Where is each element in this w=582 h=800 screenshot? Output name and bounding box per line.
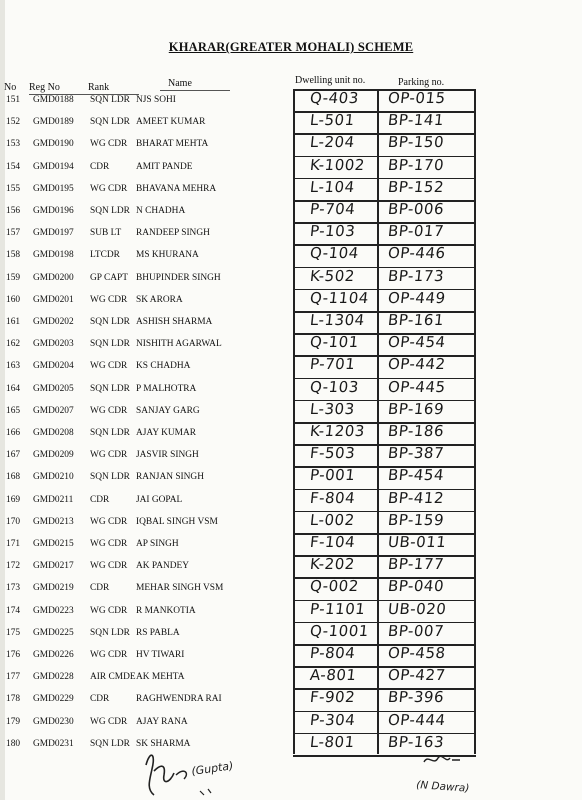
table-row [0, 444, 582, 466]
dwelling-unit: L-204 [309, 133, 356, 152]
registration-number: GMD0195 [33, 183, 74, 194]
row-number: 165 [6, 405, 21, 416]
member-name: BHUPINDER SINGH [136, 272, 221, 283]
rank: WG CDR [90, 405, 128, 416]
row-number: 153 [6, 139, 21, 150]
table-row [0, 244, 582, 266]
rank: LTCDR [90, 250, 120, 261]
page-title: KHARAR(GREATER MOHALI) SCHEME [168, 40, 414, 54]
row-number: 171 [6, 539, 21, 549]
row-number: 154 [6, 161, 21, 172]
dwelling-unit: F-503 [309, 444, 357, 463]
dwelling-unit: F-104 [309, 533, 357, 551]
parking-number: OP-442 [387, 355, 447, 374]
table-row [0, 489, 582, 511]
member-name: MS KHURANA [136, 250, 199, 261]
header-rank: Rank [88, 82, 110, 93]
member-name: BHAVANA MEHRA [136, 183, 217, 194]
registration-number: GMD0188 [33, 95, 74, 105]
row-number: 177 [6, 672, 21, 683]
parking-number: OP-445 [387, 377, 447, 396]
registration-number: GMD0194 [33, 161, 74, 172]
parking-number: BP-186 [387, 422, 446, 440]
registration-number: GMD0205 [33, 383, 74, 394]
registration-number: GMD0215 [33, 539, 74, 549]
dwelling-unit: P-1101 [309, 599, 367, 618]
parking-number: OP-458 [387, 644, 447, 662]
table-row [0, 178, 582, 200]
dwelling-unit: L-501 [309, 111, 356, 130]
rank: GP CAPT [90, 272, 128, 283]
rank: SQN LDR [90, 738, 130, 749]
table-row [0, 267, 582, 289]
rank: WG CDR [90, 716, 128, 727]
parking-number: BP-163 [387, 732, 446, 751]
rank: CDR [90, 694, 110, 705]
registration-number: GMD0201 [33, 294, 74, 305]
member-name: AP SINGH [136, 539, 179, 549]
member-name: RANDEEP SINGH [136, 228, 210, 239]
registration-number: GMD0223 [33, 605, 74, 616]
row-number: 169 [6, 494, 21, 505]
dwelling-unit: Q-1104 [309, 288, 370, 307]
member-name: SK ARORA [136, 294, 183, 305]
dwelling-unit: A-801 [309, 666, 358, 685]
right-signature [410, 750, 520, 798]
rank: SQN LDR [90, 627, 130, 638]
row-number: 174 [6, 605, 21, 616]
row-number: 159 [6, 272, 21, 283]
registration-number: GMD0196 [33, 206, 74, 216]
member-name: MEHAR SINGH VSM [136, 583, 224, 594]
registration-number: GMD0230 [33, 716, 74, 727]
registration-number: GMD0226 [33, 650, 74, 660]
rank: SQN LDR [90, 95, 130, 105]
registration-number: GMD0189 [33, 117, 74, 128]
registration-number: GMD0210 [33, 472, 74, 483]
table-row [0, 711, 582, 733]
table-row [0, 222, 582, 244]
dwelling-unit: P-001 [309, 466, 357, 485]
member-name: AMIT PANDE [136, 161, 193, 172]
registration-number: GMD0231 [33, 738, 74, 749]
row-number: 160 [6, 294, 21, 305]
parking-number: BP-387 [387, 444, 446, 463]
header-no: No [4, 82, 17, 93]
dwelling-unit: P-304 [309, 710, 357, 729]
registration-number: GMD0203 [33, 339, 74, 350]
table-row [0, 89, 582, 111]
row-number: 155 [6, 183, 21, 194]
dwelling-unit: K-502 [309, 266, 356, 285]
parking-number: BP-170 [387, 155, 446, 174]
row-number: 179 [6, 716, 21, 727]
registration-number: GMD0225 [33, 627, 74, 638]
registration-number: GMD0217 [33, 561, 74, 572]
registration-number: GMD0190 [33, 139, 74, 150]
dwelling-unit: Q-403 [309, 89, 360, 107]
row-number: 164 [6, 383, 21, 394]
row-number: 168 [6, 472, 21, 483]
parking-number: UB-011 [387, 533, 448, 551]
parking-number: BP-007 [387, 621, 446, 640]
row-number: 173 [6, 583, 21, 594]
parking-number: UB-020 [387, 599, 448, 618]
dwelling-unit: K-1002 [309, 155, 366, 174]
table-row [0, 577, 582, 599]
rank: SQN LDR [90, 339, 130, 350]
table-row [0, 156, 582, 178]
table-row [0, 466, 582, 488]
parking-number: BP-161 [387, 311, 446, 329]
registration-number: GMD0211 [33, 494, 74, 505]
table-row [0, 422, 582, 444]
dwelling-unit: Q-1001 [309, 621, 370, 640]
registration-number: GMD0197 [33, 228, 74, 239]
rank: SQN LDR [90, 383, 130, 394]
row-number: 178 [6, 694, 21, 705]
dwelling-unit: P-103 [309, 222, 357, 241]
dwelling-unit: L-002 [309, 510, 356, 529]
left-signature-text: (Gupta) [190, 759, 235, 778]
member-name: AK MEHTA [136, 672, 185, 683]
rank: SQN LDR [90, 117, 130, 128]
table-row [0, 511, 582, 533]
registration-number: GMD0207 [33, 405, 74, 416]
parking-number: BP-006 [387, 200, 446, 218]
parking-number: BP-152 [387, 177, 446, 196]
member-name: AJAY RANA [136, 716, 188, 727]
table-row [0, 289, 582, 311]
table-row [0, 333, 582, 355]
parking-number: BP-173 [387, 266, 446, 285]
rank: WG CDR [90, 361, 128, 372]
row-number: 175 [6, 627, 21, 638]
left-signature [140, 745, 270, 800]
dwelling-unit: Q-104 [309, 244, 360, 263]
dwelling-unit: F-804 [309, 488, 357, 507]
member-name: R MANKOTIA [136, 605, 196, 616]
rank: SQN LDR [90, 428, 130, 438]
rank: SQN LDR [90, 472, 130, 483]
rank: SUB LT [90, 228, 122, 239]
header-name: Name [168, 78, 192, 89]
row-number: 161 [6, 317, 21, 327]
registration-number: GMD0229 [33, 694, 74, 705]
table-row [0, 600, 582, 622]
rank: WG CDR [90, 294, 128, 305]
dwelling-unit: F-902 [309, 688, 357, 707]
member-name: N CHADHA [136, 206, 186, 216]
rank: WG CDR [90, 650, 128, 660]
table-row [0, 311, 582, 333]
table-row [0, 133, 582, 155]
table-row [0, 644, 582, 666]
member-name: NISHITH AGARWAL [136, 339, 222, 350]
rank: AIR CMDE [90, 672, 136, 683]
rank: CDR [90, 583, 110, 594]
parking-number: BP-454 [387, 466, 446, 485]
parking-number: BP-017 [387, 222, 446, 241]
row-number: 152 [6, 117, 21, 128]
table-row [0, 666, 582, 688]
row-number: 170 [6, 516, 21, 527]
row-number: 162 [6, 339, 21, 350]
member-name: KS CHADHA [136, 361, 191, 372]
member-name: AK PANDEY [136, 561, 190, 572]
registration-number: GMD0209 [33, 450, 74, 461]
row-number: 157 [6, 228, 21, 239]
dwelling-unit: L-1304 [309, 311, 366, 329]
member-name: BHARAT MEHTA [136, 139, 209, 150]
registration-number: GMD0213 [33, 516, 74, 527]
dwelling-unit: P-804 [309, 644, 357, 662]
row-number: 180 [6, 738, 21, 749]
table-row [0, 111, 582, 133]
table-row [0, 533, 582, 555]
member-name: SK SHARMA [136, 738, 191, 749]
rank: CDR [90, 161, 110, 172]
parking-number: BP-150 [387, 133, 446, 152]
table-row [0, 400, 582, 422]
parking-number: OP-015 [387, 89, 447, 107]
member-name: AMEET KUMAR [136, 117, 206, 128]
table-row [0, 555, 582, 577]
dwelling-unit: K-1203 [309, 422, 366, 440]
parking-number: BP-412 [387, 488, 446, 507]
rank: SQN LDR [90, 206, 130, 216]
rank: SQN LDR [90, 317, 130, 327]
rank: WG CDR [90, 183, 128, 194]
rank: WG CDR [90, 561, 128, 572]
parking-number: OP-449 [387, 288, 447, 307]
table-row [0, 355, 582, 377]
rank: WG CDR [90, 539, 128, 549]
rank: WG CDR [90, 516, 128, 527]
member-name: P MALHOTRA [136, 383, 197, 394]
table-row [0, 378, 582, 400]
dwelling-unit: P-704 [309, 200, 357, 218]
rank: WG CDR [90, 450, 128, 461]
registration-number: GMD0228 [33, 672, 74, 683]
header-reg-no: Reg No [29, 82, 60, 93]
rank: WG CDR [90, 139, 128, 150]
parking-number: OP-446 [387, 244, 447, 263]
registration-number: GMD0198 [33, 250, 74, 261]
row-number: 156 [6, 206, 21, 216]
row-number: 151 [6, 95, 21, 105]
row-number: 167 [6, 450, 21, 461]
registration-number: GMD0202 [33, 317, 74, 327]
right-signature-text: (N Dawra) [415, 779, 470, 795]
dwelling-unit: Q-101 [309, 333, 360, 352]
dwelling-unit: Q-002 [309, 577, 360, 596]
registration-number: GMD0200 [33, 272, 74, 283]
member-name: SANJAY GARG [136, 405, 200, 416]
member-name: NJS SOHI [136, 95, 176, 105]
header-parking: Parking no. [398, 77, 445, 88]
rank: WG CDR [90, 605, 128, 616]
table-row [0, 688, 582, 710]
registration-number: GMD0208 [33, 428, 74, 438]
row-number: 176 [6, 650, 21, 660]
parking-number: BP-040 [387, 577, 446, 596]
dwelling-unit: Q-103 [309, 377, 360, 396]
table-row [0, 200, 582, 222]
member-name: JAI GOPAL [136, 494, 183, 505]
registration-number: GMD0219 [33, 583, 74, 594]
row-number: 172 [6, 561, 21, 572]
table-row [0, 622, 582, 644]
registration-number: GMD0204 [33, 361, 74, 372]
member-name: JASVIR SINGH [136, 450, 199, 461]
parking-number: BP-141 [387, 111, 446, 130]
dwelling-unit: P-701 [309, 355, 357, 374]
member-name: AJAY KUMAR [136, 428, 196, 438]
rank: CDR [90, 494, 110, 505]
parking-number: BP-177 [387, 555, 446, 574]
row-number: 158 [6, 250, 21, 261]
parking-number: OP-444 [387, 710, 447, 729]
dwelling-unit: L-104 [309, 177, 356, 196]
member-name: ASHISH SHARMA [136, 317, 213, 327]
member-name: RS PABLA [136, 627, 180, 638]
row-number: 163 [6, 361, 21, 372]
header-dwelling-unit: Dwelling unit no. [295, 75, 366, 86]
dwelling-unit: L-303 [309, 399, 356, 418]
parking-number: BP-169 [387, 399, 446, 418]
parking-number: BP-396 [387, 688, 446, 707]
parking-number: BP-159 [387, 510, 446, 529]
parking-number: OP-454 [387, 333, 447, 352]
member-name: HV TIWARI [136, 650, 185, 660]
member-name: IQBAL SINGH VSM [136, 516, 218, 527]
row-number: 166 [6, 428, 21, 438]
member-name: RANJAN SINGH [136, 472, 204, 483]
member-name: RAGHWENDRA RAI [136, 694, 222, 705]
dwelling-unit: L-801 [309, 732, 356, 751]
dwelling-unit: K-202 [309, 555, 356, 574]
parking-number: OP-427 [387, 666, 447, 685]
